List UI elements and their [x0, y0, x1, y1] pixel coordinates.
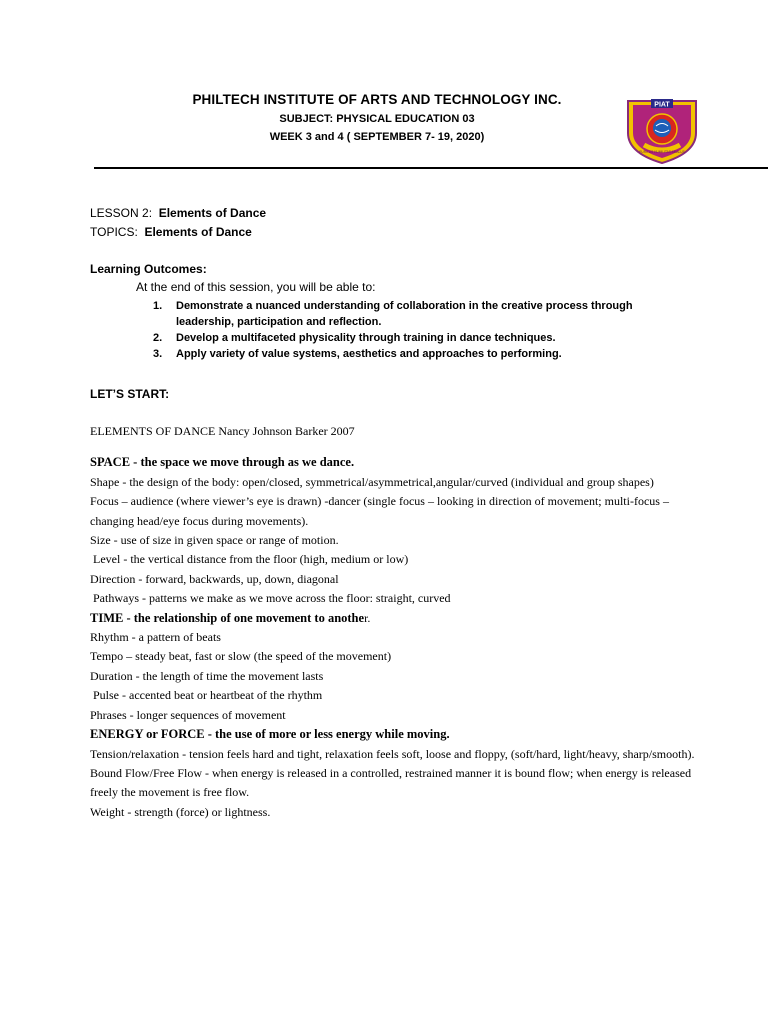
item-number: 3.	[153, 348, 163, 360]
time-heading	[90, 609, 710, 628]
lesson-title: Elements of Dance	[158, 206, 267, 220]
source-citation: ELEMENTS OF DANCE Nancy Johnson Barker 2007	[90, 424, 355, 438]
time-line: Phrases - longer sequences of movement	[90, 707, 286, 722]
topics-line	[90, 225, 252, 239]
item-number: 2.	[153, 332, 163, 344]
topics-title: Elements of Dance	[144, 225, 252, 239]
energy-heading: ENERGY or FORCE - the use of more or less energy while moving.	[90, 727, 450, 742]
subject-line: SUBJECT: PHYSICAL EDUCATION 03	[279, 113, 475, 125]
list-item	[90, 298, 768, 330]
lesson-line	[90, 206, 266, 220]
space-line: Level - the vertical distance from the floor (high, medium or low)	[90, 552, 409, 567]
header-divider	[94, 167, 768, 169]
time-heading-bold: TIME - the relationship of one movement to anothe	[90, 610, 365, 625]
space-line: Shape - the design of the body: open/closed, symmetrical/asymmetrical,angular/curved (individual and group shapes)	[90, 474, 654, 489]
space-heading: SPACE - the space we move through as we dance.	[90, 455, 355, 470]
space-line: Size - use of size in given space or range of motion.	[90, 533, 339, 548]
time-heading-tail: r.	[364, 610, 371, 625]
energy-line: Tension/relaxation - tension feels hard and tight, relaxation feels soft, loose and floppy, (soft/hard, light/heavy, sharp/smooth).	[90, 746, 695, 761]
outcomes-title: Learning Outcomes:	[90, 262, 207, 276]
energy-line: Weight - strength (force) or lightness.	[90, 804, 271, 819]
time-line: Rhythm - a pattern of beats	[90, 630, 221, 645]
outcomes-intro: At the end of this session, you will be able to:	[136, 280, 376, 294]
school-logo-icon	[620, 95, 704, 165]
logo-motto: PURITUS HUMILITAS AMALUS	[639, 150, 685, 154]
elements-section	[90, 422, 710, 822]
logo-top-label: PIAT	[654, 101, 670, 109]
time-line: Tempo – steady beat, fast or slow (the speed of the movement)	[90, 649, 392, 664]
lesson-label: LESSON 2:	[90, 206, 153, 220]
list-item	[90, 330, 768, 346]
time-line: Duration - the length of time the movement lasts	[90, 668, 324, 683]
item-text: Develop a multifaceted physicality through training in dance techniques.	[176, 332, 556, 344]
item-text: Apply variety of value systems, aesthetics and approaches to performing.	[176, 348, 562, 360]
lets-start-heading: LET’S START:	[90, 387, 170, 401]
energy-line: Bound Flow/Free Flow - when energy is released in a controlled, restrained manner it is bound flow; when energy is released freely the movement is free flow.	[90, 765, 692, 800]
institution-name: PHILTECH INSTITUTE OF ARTS AND TECHNOLOGY INC.	[192, 92, 562, 107]
week-line: WEEK 3 and 4 ( SEPTEMBER 7- 19, 2020)	[269, 131, 485, 143]
outcomes-list	[90, 298, 768, 362]
topics-label: TOPICS:	[90, 225, 138, 239]
space-line: Direction - forward, backwards, up, down, diagonal	[90, 571, 339, 586]
list-item	[90, 346, 768, 362]
item-text: Demonstrate a nuanced understanding of collaboration in the creative process through leadership, participation and reflection.	[176, 300, 633, 328]
space-line: Pathways - patterns we make as we move across the floor: straight, curved	[90, 591, 451, 606]
time-line: Pulse - accented beat or heartbeat of the rhythm	[90, 688, 323, 703]
space-line: Focus – audience (where viewer’s eye is drawn) -dancer (single focus – looking in direction of movement; multi-focus – changing head/eye focus during movements).	[90, 494, 669, 528]
item-number: 1.	[153, 300, 163, 312]
